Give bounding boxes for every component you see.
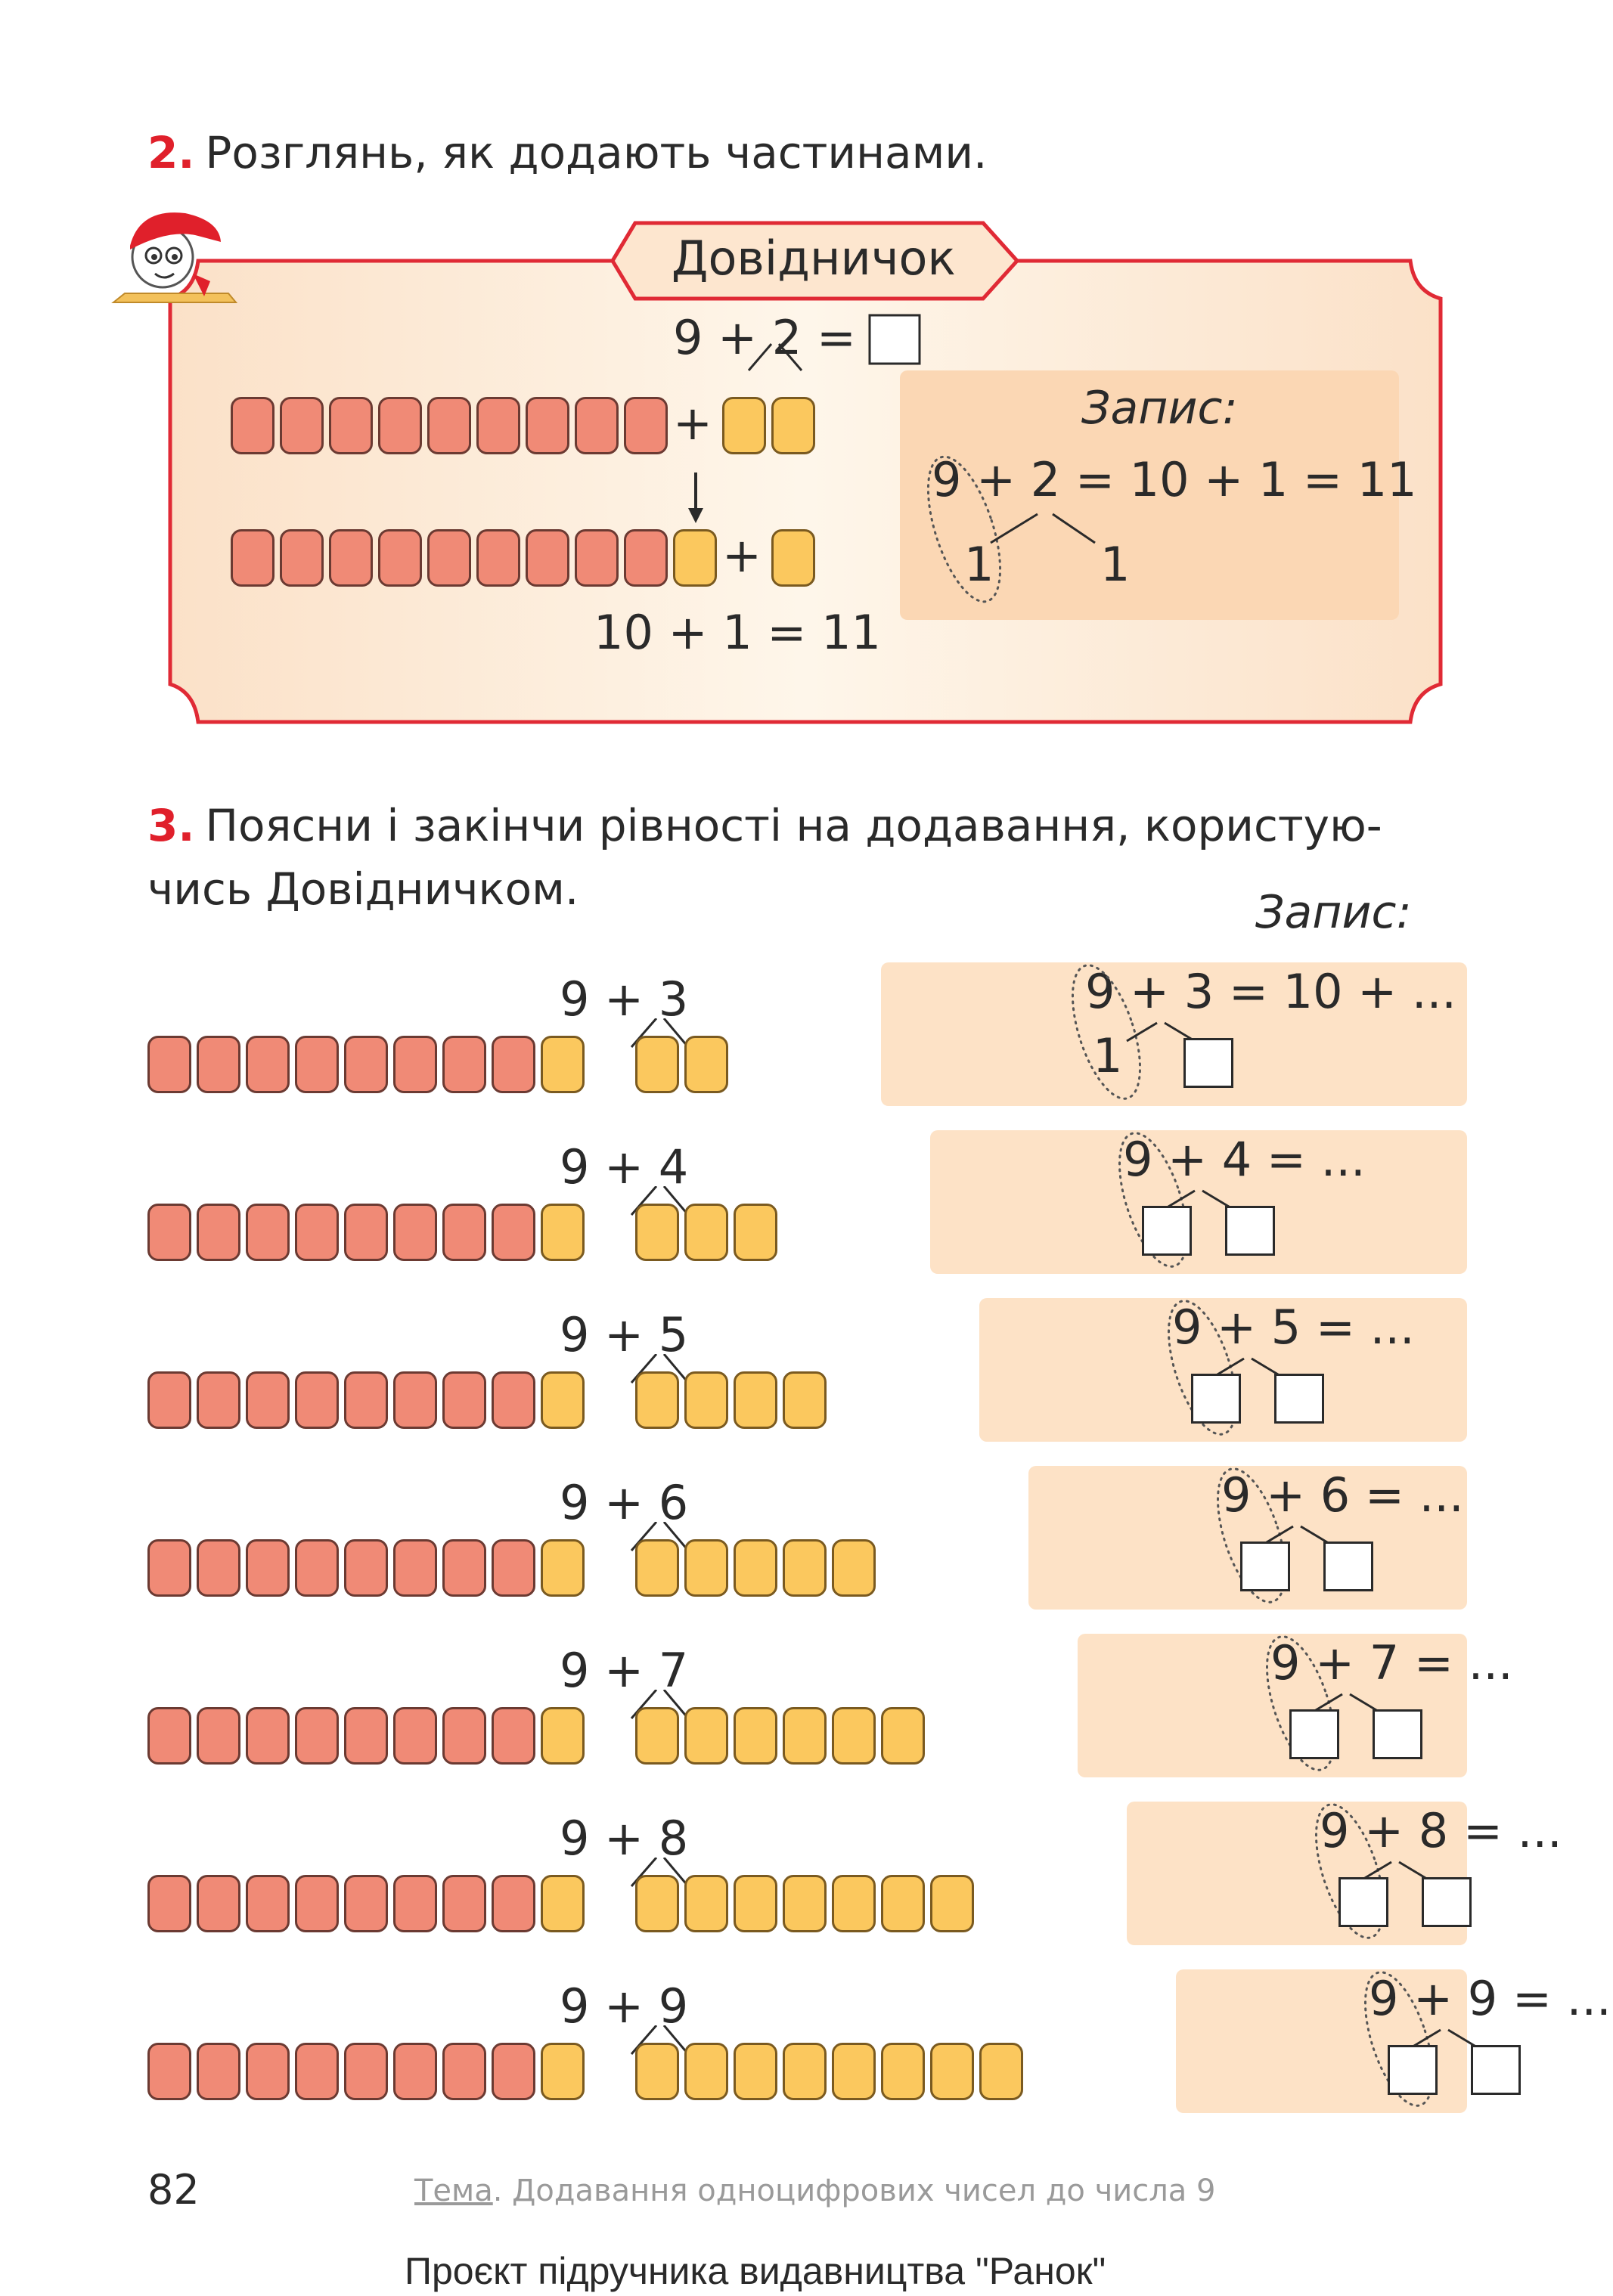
cube — [635, 1539, 679, 1597]
cube — [280, 397, 324, 454]
cube — [575, 397, 619, 454]
record-equation: 9 + 6 = ... — [1221, 1467, 1464, 1523]
cube — [393, 1707, 437, 1765]
plus-sign: + — [673, 395, 712, 451]
cube — [295, 1036, 339, 1093]
cube — [442, 2043, 486, 2100]
reference-record-split-right: 1 — [1100, 537, 1131, 592]
cube — [246, 1707, 290, 1765]
cube — [442, 1875, 486, 1932]
cube — [427, 397, 471, 454]
cube — [442, 1371, 486, 1429]
answer-box[interactable] — [1274, 1374, 1324, 1424]
cube — [393, 1036, 437, 1093]
answer-box[interactable] — [1183, 1038, 1233, 1088]
cube — [541, 1539, 585, 1597]
cube — [344, 1371, 388, 1429]
cube — [393, 1875, 437, 1932]
cube — [783, 1707, 827, 1765]
cube — [295, 2043, 339, 2100]
cube — [734, 1539, 777, 1597]
cube — [197, 1539, 240, 1597]
answer-box[interactable] — [1225, 1206, 1275, 1256]
cube — [246, 1204, 290, 1261]
cube — [427, 529, 471, 587]
answer-box[interactable] — [1142, 1206, 1192, 1256]
cube — [442, 1036, 486, 1093]
cube — [378, 397, 422, 454]
task-2-text: Розглянь, як додають частинами. — [205, 127, 988, 178]
record-equation: 9 + 5 = ... — [1172, 1300, 1415, 1355]
reference-equation-bottom: 10 + 1 = 11 — [594, 605, 881, 660]
cube — [378, 529, 422, 587]
cube — [197, 1875, 240, 1932]
cube — [246, 1539, 290, 1597]
cube — [231, 529, 275, 587]
cube — [492, 1539, 535, 1597]
cube — [526, 529, 569, 587]
cube — [881, 1875, 925, 1932]
cube — [246, 1036, 290, 1093]
cube — [881, 1707, 925, 1765]
cube — [684, 2043, 728, 2100]
cube — [295, 1371, 339, 1429]
footer-topic-text: . Додавання одноцифрових чисел до числа 9 — [492, 2174, 1216, 2208]
row-label: 9 + 4 — [560, 1139, 689, 1194]
task-2-number: 2. — [147, 127, 195, 178]
row-label: 9 + 9 — [560, 1978, 689, 2034]
cube — [197, 1204, 240, 1261]
cube — [295, 1707, 339, 1765]
cube — [783, 1539, 827, 1597]
cube — [635, 2043, 679, 2100]
cube — [295, 1875, 339, 1932]
row-label: 9 + 3 — [560, 971, 689, 1027]
cube — [246, 1371, 290, 1429]
cube — [684, 1875, 728, 1932]
cube — [541, 2043, 585, 2100]
cube — [832, 2043, 876, 2100]
record-equation: 9 + 8 = ... — [1320, 1803, 1562, 1858]
cube — [147, 1707, 191, 1765]
cube — [541, 1204, 585, 1261]
record-equation: 9 + 7 = ... — [1270, 1635, 1513, 1690]
cube — [635, 1875, 679, 1932]
cube — [197, 1036, 240, 1093]
cube — [930, 1875, 974, 1932]
cube — [197, 1707, 240, 1765]
cube — [329, 397, 373, 454]
row-label: 9 + 5 — [560, 1307, 689, 1362]
page-number: 82 — [147, 2166, 200, 2214]
record-equation: 9 + 4 = ... — [1123, 1132, 1366, 1187]
cube — [541, 1875, 585, 1932]
cube — [492, 1036, 535, 1093]
cube — [684, 1036, 728, 1093]
cube — [280, 529, 324, 587]
cube — [575, 529, 619, 587]
cube — [734, 1875, 777, 1932]
cube — [635, 1371, 679, 1429]
cube — [476, 529, 520, 587]
answer-box[interactable] — [1471, 2045, 1521, 2095]
cube — [393, 1371, 437, 1429]
cube — [881, 2043, 925, 2100]
cube — [492, 2043, 535, 2100]
cube — [832, 1707, 876, 1765]
cube — [771, 529, 815, 587]
cube — [393, 1204, 437, 1261]
cube — [684, 1707, 728, 1765]
record-split-left: 1 — [1093, 1028, 1123, 1083]
record-equation: 9 + 9 = ... — [1369, 1971, 1611, 2026]
cube — [147, 2043, 191, 2100]
cube — [197, 2043, 240, 2100]
reference-equation-top: 9 + 2 = — [673, 310, 856, 365]
cube — [783, 1371, 827, 1429]
reference-title: Довідничок — [672, 231, 956, 286]
task-3-record-label: Запис: — [1255, 886, 1412, 939]
cube — [147, 1036, 191, 1093]
cube — [734, 2043, 777, 2100]
answer-box[interactable] — [1191, 1374, 1241, 1424]
cube — [832, 1539, 876, 1597]
cube — [329, 529, 373, 587]
answer-box[interactable] — [1323, 1542, 1373, 1591]
cube — [492, 1707, 535, 1765]
footer-topic-label: Тема — [414, 2174, 493, 2208]
cube — [147, 1371, 191, 1429]
cube — [684, 1371, 728, 1429]
cube — [832, 1875, 876, 1932]
task-3-number: 3. — [147, 800, 195, 851]
task-3-title — [147, 794, 1382, 921]
cube — [624, 397, 668, 454]
cube — [684, 1539, 728, 1597]
cube — [930, 2043, 974, 2100]
answer-box[interactable] — [1338, 1877, 1388, 1927]
cube — [442, 1539, 486, 1597]
record-equation: 9 + 3 = 10 + ... — [1085, 964, 1457, 1019]
cube — [541, 1036, 585, 1093]
cube — [734, 1204, 777, 1261]
cube — [771, 397, 815, 454]
plus-sign: + — [722, 528, 762, 583]
task-3-line1: 3. Поясни і закінчи рівності на додавання, користую- — [147, 800, 1382, 851]
cube — [476, 397, 520, 454]
cube — [442, 1204, 486, 1261]
answer-box[interactable] — [1388, 2045, 1438, 2095]
reference-record-split-left: 1 — [964, 537, 994, 592]
cube — [526, 397, 569, 454]
cube — [979, 2043, 1023, 2100]
cube — [684, 1204, 728, 1261]
reference-record-label: Запис: — [1081, 382, 1238, 435]
task-3-line2: чись Довідничком. — [147, 863, 579, 916]
cube — [344, 1036, 388, 1093]
footer-project: Проєкт підручника видавництва "Ранок" — [405, 2250, 1106, 2292]
cube — [783, 2043, 827, 2100]
cube — [147, 1539, 191, 1597]
cube — [783, 1875, 827, 1932]
cube — [344, 1707, 388, 1765]
cube — [231, 397, 275, 454]
answer-box[interactable] — [1240, 1542, 1290, 1591]
cube — [624, 529, 668, 587]
cube — [635, 1707, 679, 1765]
cube — [442, 1707, 486, 1765]
cube — [734, 1371, 777, 1429]
cube — [734, 1707, 777, 1765]
row-label: 9 + 8 — [560, 1811, 689, 1866]
answer-box[interactable] — [1422, 1877, 1472, 1927]
cube — [635, 1204, 679, 1261]
cube — [393, 2043, 437, 2100]
cube — [722, 397, 766, 454]
cube — [541, 1371, 585, 1429]
cube — [246, 1875, 290, 1932]
cube — [635, 1036, 679, 1093]
answer-box[interactable] — [1289, 1709, 1339, 1759]
cube — [344, 2043, 388, 2100]
row-label: 9 + 6 — [560, 1475, 689, 1530]
cube — [344, 1539, 388, 1597]
cube — [197, 1371, 240, 1429]
cube — [492, 1371, 535, 1429]
cube — [147, 1204, 191, 1261]
cube — [492, 1875, 535, 1932]
cube — [246, 2043, 290, 2100]
cube — [295, 1204, 339, 1261]
cube — [492, 1204, 535, 1261]
row-label: 9 + 7 — [560, 1643, 689, 1698]
cube — [295, 1539, 339, 1597]
cube — [673, 529, 717, 587]
cube — [344, 1204, 388, 1261]
cube — [393, 1539, 437, 1597]
footer-topic — [414, 2174, 1215, 2208]
reference-record-equation: 9 + 2 = 10 + 1 = 11 — [932, 452, 1417, 507]
answer-box[interactable] — [1373, 1709, 1422, 1759]
cube — [147, 1875, 191, 1932]
cube — [344, 1875, 388, 1932]
cube — [541, 1707, 585, 1765]
